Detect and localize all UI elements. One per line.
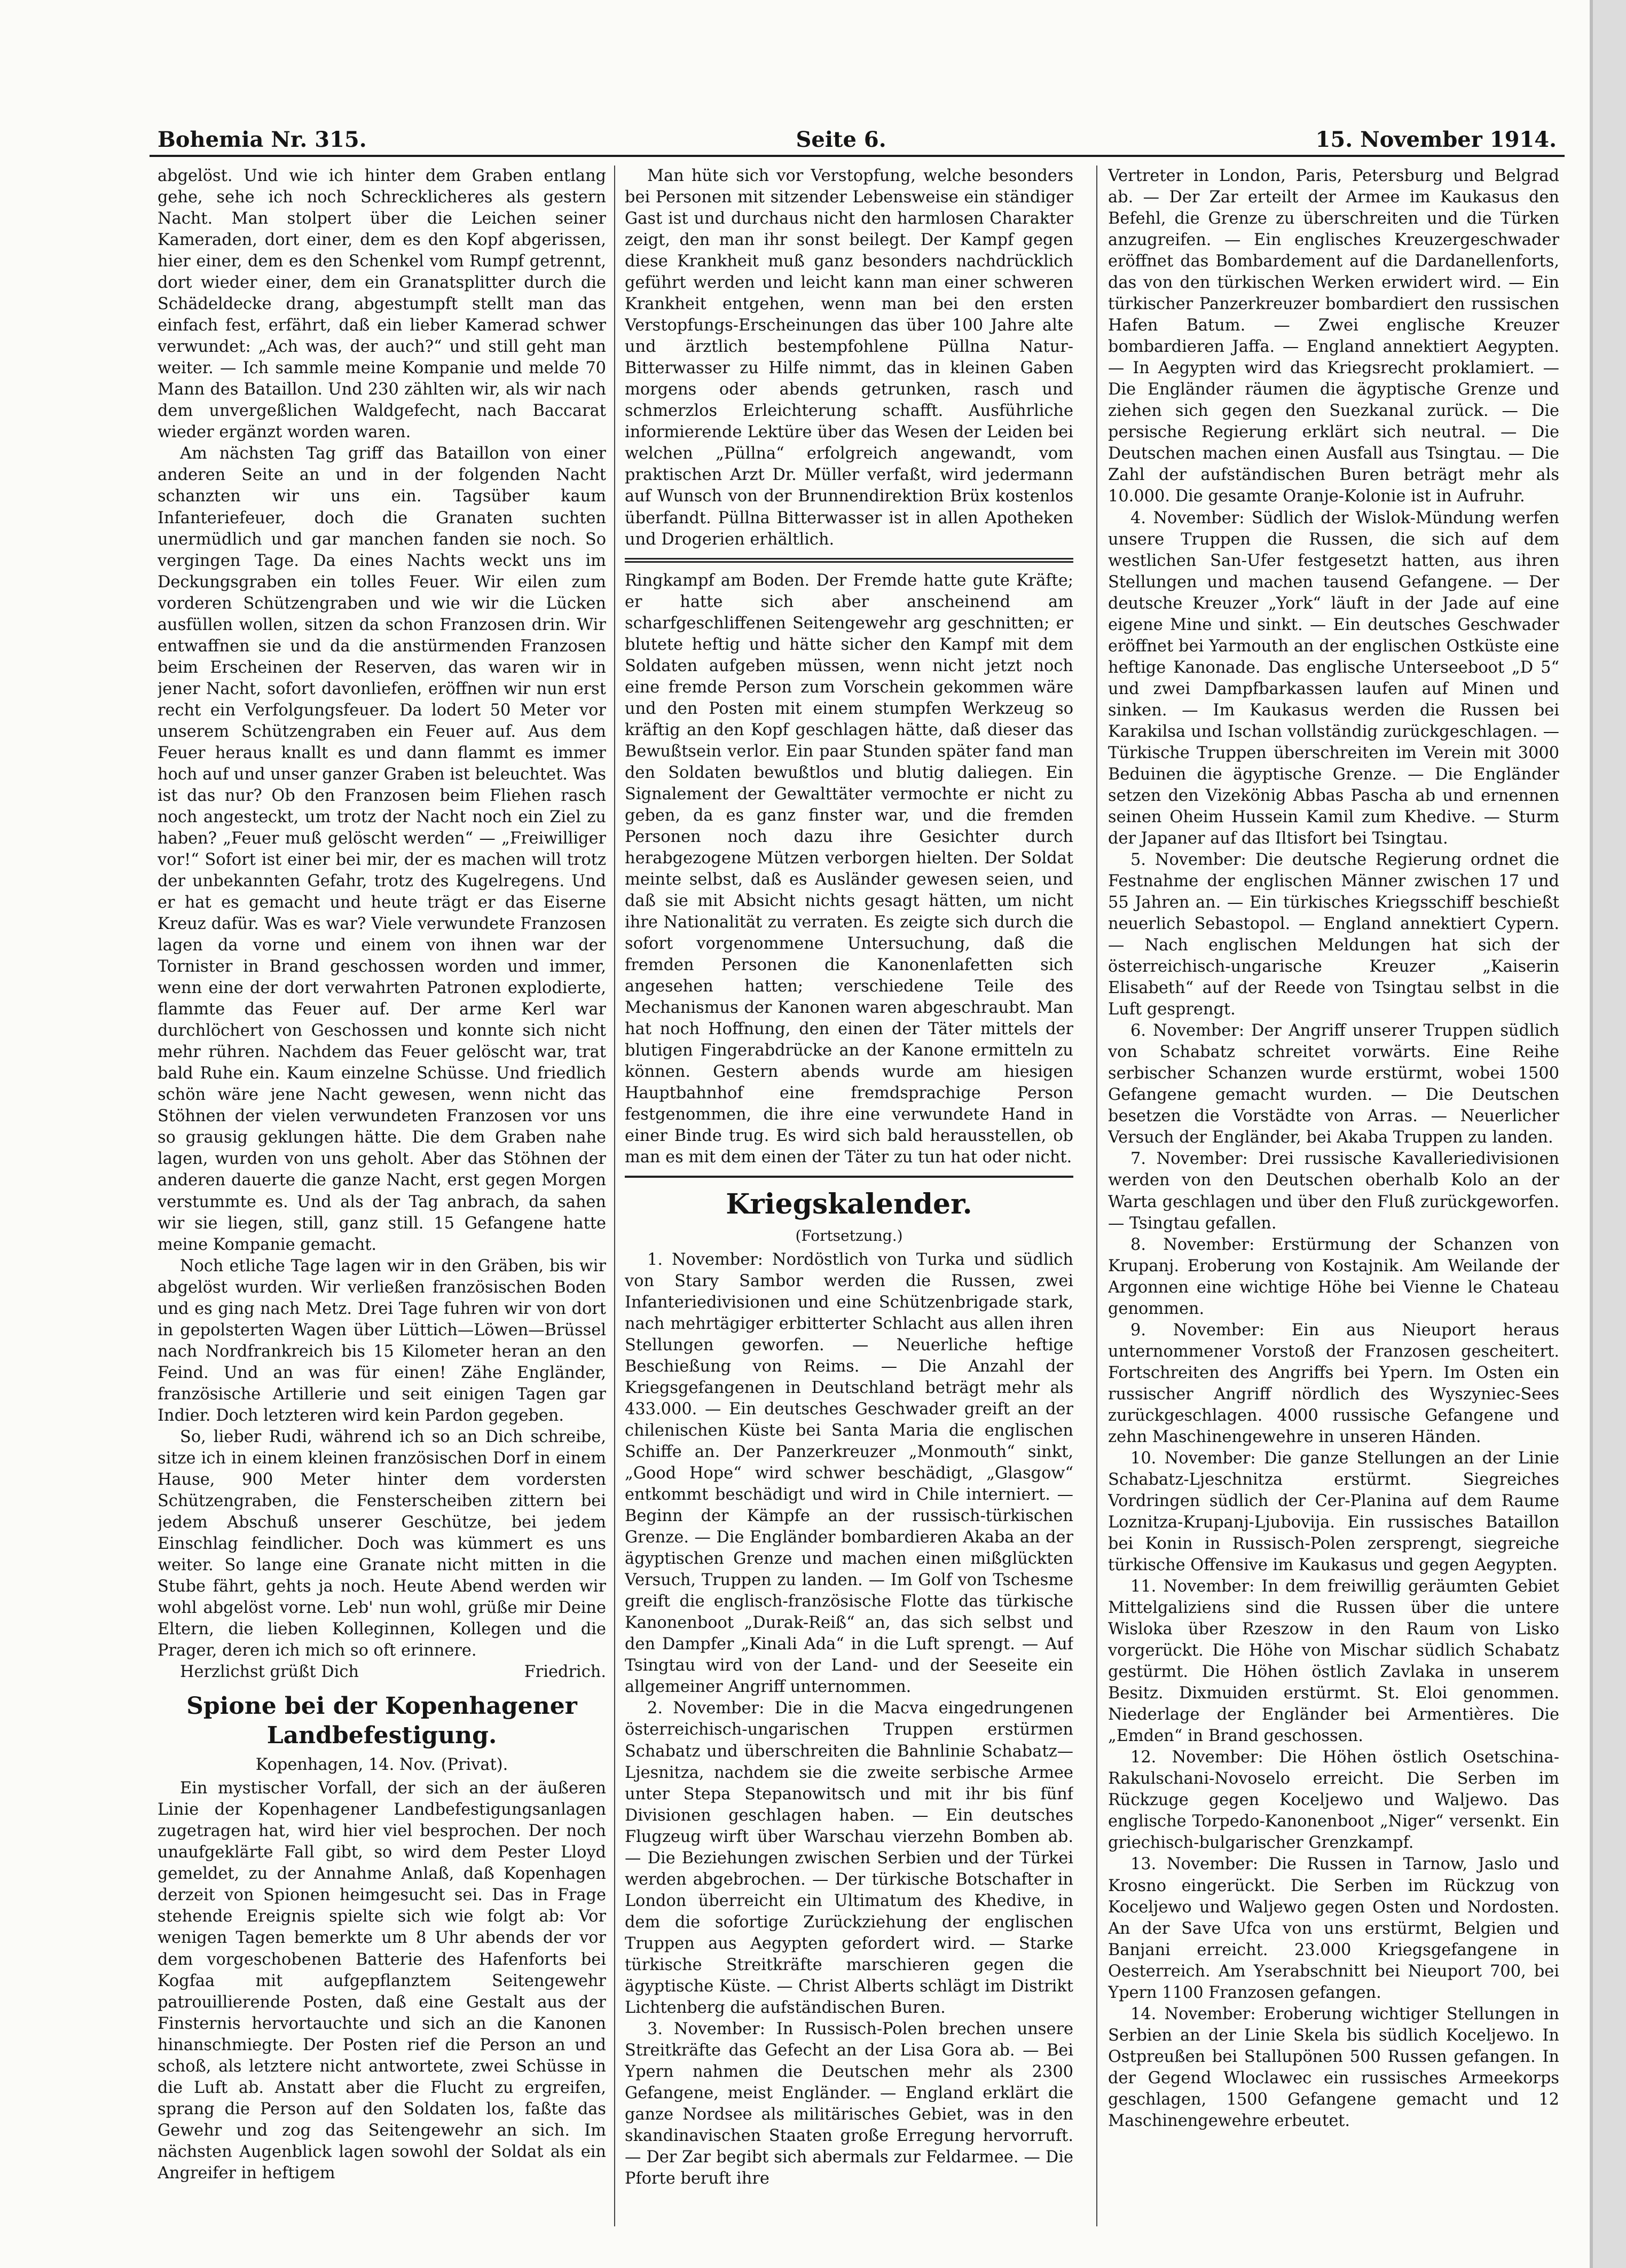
signature-name: Friedrich. <box>524 1663 606 1682</box>
header-issue: Bohemia Nr. 315. <box>158 127 367 152</box>
article-continuation: Ringkampf am Boden. Der Fremde hatte gute Kräfte; er hatte sich aber anscheinend am scharfgeschliffenen Seitengewehr arg geschnitten; er blutete heftig und hätte sicher den Kampf mit dem Soldaten aufgeben müssen, wenn nicht jetzt noch eine fremde Person zum Vorschein gekommen wäre und den Posten mit einem stumpfen Werkzeug so kräftig an den Kopf geschlagen hätte, daß dieser das Bewußtsein verlor. Ein paar Stunden später fand man den Soldaten bewußtlos und blutig daliegen. Ein Signalement der Gewalttäter vermochte er nicht zu geben, da es ganz finster war, und die fremden Personen noch dazu ihre Gesichter durch herabgezogene Mützen verborgen hielten. Der Soldat meinte selbst, daß es Ausländer gewesen seien, und daß sie mit Absicht nichts gesagt hätten, um nicht ihre Nationalität zu verraten. Es zeigte sich durch die sofort vorgenommene Untersuchung, daß die fremden Personen die Kanonenlafetten sich angesehen hatten; verschiedene Teile des Mechanismus der Kanonen waren abgeschraubt. Man hat noch Hoffnung, den einen der Täter mittels der blutigen Fingerabdrücke an der Kanone ermitteln zu können. Gestern abends wurde am hiesigen Hauptbahnhof eine fremdsprachige Person festgenommen, die ihre eine verwundete Hand in einer Binde trug. Es wird sich bald herausstellen, ob man es mit dem einen der Täter zu tun hat oder nicht. <box>625 571 1073 1167</box>
letter-paragraph: So, lieber Rudi, während ich so an Dich schreibe, sitze ich in einem kleinen französischen Dorf in einem Hause, 900 Meter hinter dem vordersten Schützengraben, die Fensterscheiben zittern bei jedem Abschuß unserer Geschütze, bei jedem Einschlag feindlicher. Doch was kümmert es uns weiter. So lange eine Granate nicht mitten in die Stube fährt, gehts ja noch. Heute Abend werden wir wohl abgelöst vorne. Leb' nun wohl, grüße mir Deine Eltern, die lieben Kolleginnen, Kollegen und die Prager, deren ich mich so oft erinnere. <box>158 1427 606 1660</box>
calendar-entry: 3. November: In Russisch-Polen brechen unsere Streitkräfte das Gefecht an der Lisa Gora ab. — Bei Ypern nahmen die Deutschen mehr als 2300 Gefangene, meist Engländer. — England erklärt die ganze Nordsee als militärisches Gebiet, was in den skandinavischen Staaten große Erregung hervorruft. — Der Zar begibt sich abermals zur Feldarmee. — Die Pforte beruft ihre <box>625 2019 1073 2188</box>
calendar-entry: 1. November: Nordöstlich von Turka und südlich von Stary Sambor werden die Russen, zwei Infanteriedivisionen und eine Schützenbrigade stark, nach mehrtägiger erbitterter Schlacht aus allen ihren Stellungen geworfen. — Neuerliche heftige Beschießung von Reims. — Die Anzahl der Kriegsgefangenen in Deutschland beträgt mehr als 433.000. — Ein deutsches Geschwader greift an der chilenischen Küste bei Santa Maria die englischen Schiffe an. Der Panzerkreuzer „Monmouth“ sinkt, „Good Hope“ wird schwer beschädigt, „Glasgow“ entkommt beschädigt und wird in Chile interniert. — Beginn der Kämpfe an der russisch-türkischen Grenze. — Die Engländer bombardieren Akaba an der ägyptischen Grenze und machen einen mißglückten Versuch, Truppen zu landen. — Im Golf von Tschesme greift die englisch-französische Flotte das türkische Kanonenboot „Durak-Reiß“ an, das sich selbst und den Dampfer „Kinali Ada“ in die Luft sprengt. — Auf Tsingtau wird von der Land- und der Seeseite ein allgemeiner Angriff unternommen. <box>625 1250 1073 1697</box>
calendar-entry: 11. November: In dem freiwillig geräumten Gebiet Mittelgaliziens sind die Russen über die untere Wisloka über Rzeszow in den Raum von Lisko vorgerückt. Die Höhe von Mischar südlich Schabatz gestürmt. Die Höhen östlich Zavlaka in unserem Besitz. Dixmuiden erstürmt. St. Eloi genommen. Niederlage der Engländer bei Armentières. Die „Emden“ in Brand geschossen. <box>1108 1577 1559 1746</box>
calendar-entry: 8. November: Erstürmung der Schanzen von Krupanj. Eroberung von Kostajnik. Am Weilande der Argonnen eine wichtige Höhe bei Vienne le Chateau genommen. <box>1108 1235 1559 1318</box>
letter-paragraph: Noch etliche Tage lagen wir in den Gräben, bis wir abgelöst wurden. Wir verließen französischen Boden und es ging nach Metz. Drei Tage fuhren wir von dort in gepolsterten Wagen über Lüttich—Löwen—Brüssel nach Nordfrankreich bis 15 Kilometer heran an den Feind. Und an was für einen! Zähe Engländer, französische Artillerie und seit einigen Tagen gar Indier. Doch letzteren wird kein Pardon gegeben. <box>158 1256 606 1425</box>
section-heading: Kriegskalender. <box>726 1188 972 1221</box>
column-divider <box>1096 166 1097 2226</box>
column-1 <box>158 166 606 2237</box>
header-page-number: Seite 6. <box>796 127 886 152</box>
advertisement: Man hüte sich vor Verstopfung, welche besonders bei Personen mit sitzender Lebensweise ein ständiger Gast ist und durchaus nicht den harmlosen Charakter zeigt, den man ihr sonst beilegt. Der Kampf gegen diese Krankheit muß ganz besonders nachdrücklich geführt werden und leicht kann man einer schweren Krankheit entgehen, wenn man bei den ersten Verstopfungs-Erscheinungen das über 100 Jahre alte und ärztlich bestempfohlene Püllna Natur-Bitterwasser zu Hilfe nimmt, das in kleinen Gaben morgens oder abends getrunken, rasch und schmerzlos Erleichterung schafft. Ausführliche informierende Lektüre über das Wesen der Leiden bei welchen „Püllna“ erfolgreich angewandt, vom praktischen Arzt Dr. Müller verfaßt, wird jedermann auf Wunsch von der Brunnendirektion Brüx kostenlos überfandt. Püllna Bitterwasser ist in allen Apotheken und Drogerien erhältlich. <box>625 167 1073 549</box>
article-body: Ein mystischer Vorfall, der sich an der äußeren Linie der Kopenhagener Landbefestigungsanlagen zugetragen hat, wird hier viel besprochen. Der noch unaufgeklärte Fall gibt, so wird dem Pester Lloyd gemeldet, zu der Annahme Anlaß, daß Kopenhagen derzeit von Spionen heimgesucht sei. Das in Frage stehende Ereignis spielte sich wie folgt ab: Vor wenigen Tagen bemerkte um 8 Uhr abends der vor dem vorgeschobenen Batterie des Hafenforts bei Kogfaa mit aufgepflanztem Seitengewehr patrouillierende Posten, daß eine Gestalt aus der Finsternis hervortauchte und sich an die Kanonen hinanschmiegte. Der Posten rief die Person an und schoß, als letztere nicht antwortete, zwei Schüsse in die Luft ab. Anstatt aber die Flucht zu ergreifen, sprang die Person auf den Soldaten los, faßte das Gewehr und zog das Seitengewehr an sich. Im nächsten Augenblick lagen sowohl der Soldat als ein Angreifer in heftigem <box>158 1779 606 2183</box>
section-rule <box>625 1176 1073 1178</box>
binding-edge <box>1590 0 1626 2268</box>
signature-greeting: Herzlichst grüßt Dich <box>180 1663 359 1682</box>
calendar-entry: 7. November: Drei russische Kavalleriedivisionen werden von den Deutschen oberhalb Kolo an der Warta geschlagen und über den Fluß zurückgeworfen. — Tsingtau gefallen. <box>1108 1149 1559 1233</box>
letter-paragraph: Am nächsten Tag griff das Bataillon von einer anderen Seite an und in der folgenden Nacht schanzten wir uns ein. Tagsüber kaum Infanteriefeuer, doch die Granaten suchten unermüdlich und gar manchen fanden sie noch. So vergingen Tage. Da eines Nachts weckt uns im Deckungsgraben ein tolles Feuer. Wir eilen zum vorderen Schützengraben und wie wir die Lücken ausfüllen wollen, sitzen da schon Franzosen drin. Wir entwaffnen sie und da die anstürmenden Franzosen beim Erscheinen der Reserven, das waren wir in jener Nacht, sofort davonliefen, eröffnen wir nun erst recht ein Verfolgungsfeuer. Da lodert 50 Meter vor unserem Schützengraben ein Feuer auf. Aus dem Feuer heraus knallt es und dann flammt es immer hoch auf und unser ganzer Graben ist beleuchtet. Was ist das nur? Ob den Franzosen beim Fliehen rasch noch angesteckt, um trotz der Nacht noch ein Ziel zu haben? „Feuer muß gelöscht werden“ — „Freiwilliger vor!“ Sofort ist einer bei mir, der es machen will trotz der unbekannten Gefahr, trotz des Kugelregens. Und er hat es gemacht und heute trägt er das Eiserne Kreuz dafür. Was es war? Viele verwundete Franzosen lagen da vorne und einem von ihnen war der Tornister in Brand geschossen worden und immer, wenn eine der dort verwahrten Patronen explodierte, flammte das Feuer auf. Der arme Kerl war durchlöchert von Geschossen und konnte sich nicht mehr rühren. Nachdem das Feuer gelöscht war, trat bald Ruhe ein. Kaum einzelne Schüsse. Und friedlich schön wäre jene Nacht gewesen, wenn nicht das Stöhnen der vielen verwundeten Franzosen vor uns so grausig geklungen hätte. Die dem Graben nahe lagen, wurden von uns geholt. Aber das Stöhnen der anderen dauerte die ganze Nacht, erst gegen Morgen verstummte es. Und als der Tag anbrach, da sahen wir sie liegen, still, ganz still. 15 Gefangene hatte meine Kompanie gemacht. <box>158 444 606 1254</box>
header-date: 15. November 1914. <box>1315 127 1557 152</box>
calendar-entry: 5. November: Die deutsche Regierung ordnet die Festnahme der englischen Männer zwischen 17 und 55 Jahren an. — Ein türkisches Kriegsschiff beschießt neuerlich Sebastopol. — England annektiert Cypern. — Nach englischen Meldungen hat sich der österreichisch-ungarische Kreuzer „Kaiserin Elisabeth“ auf der Reede von Tsingtau selbst in die Luft gesprengt. <box>1108 850 1559 1019</box>
column-3 <box>1108 166 1559 2237</box>
page-header <box>158 115 1557 152</box>
calendar-entry: 6. November: Der Angriff unserer Truppen südlich von Schabatz schreitet vorwärts. Eine Reihe serbischer Schanzen wurde erstürmt, wobei 1500 Gefangene gemacht wurden. — Die Deutschen besetzen die Vorstädte von Arras. — Neuerlicher Versuch der Engländer, bei Akaba Truppen zu landen. <box>1108 1021 1559 1147</box>
section-rule <box>625 558 1073 563</box>
section-subheading: (Fortsetzung.) <box>795 1226 903 1245</box>
letter-paragraph: abgelöst. Und wie ich hinter dem Graben entlang gehe, sehe ich noch Schrecklicheres als gestern Nacht. Man stolpert über die Leichen seiner Kameraden, dort einer, dem es den Kopf abgerissen, hier einer, dem es den Schenkel vom Rumpf getrennt, dort wieder einer, dem ein Granatsplitter durch die Schädeldecke drang, abgestumpft stellt man das einfach fest, erfährt, daß ein lieber Kamerad schwer verwundet: „Ach was, der auch?“ und still geht man weiter. — Ich sammle meine Kompanie und melde 70 Mann des Bataillon. Und 230 zählten wir, als wir nach dem unvergeßlichen Waldgefecht, nach Baccarat wieder ergänzt worden waren. <box>158 167 606 442</box>
letter-signature <box>158 1661 606 1683</box>
calendar-entry: 13. November: Die Russen in Tarnow, Jaslo und Krosno eingerückt. Die Serben im Rückzug von Koceljewo und Waljewo gegen Osten und Nordosten. An der Save Ufca von uns erstürmt, Belgien und Banjani erreicht. 23.000 Kriegsgefangene in Oesterreich. Am Yserabschnitt bei Nieuport 700, bei Ypern 1100 Franzosen gefangen. <box>1108 1855 1559 2002</box>
column-divider <box>614 166 615 2226</box>
article-dateline: Kopenhagen, 14. Nov. (Privat). <box>255 1755 508 1775</box>
calendar-entry: 12. November: Die Höhen östlich Osetschina-Rakulschani-Novoselo erreicht. Die Serben im Rückzuge gegen Koceljewo und Waljewo. Das englische Torpedo-Kanonenboot „Niger“ versenkt. Ein griechisch-bulgarischer Grenzkampf. <box>1108 1748 1559 1853</box>
calendar-entry: 2. November: Die in die Macva eingedrungenen österreichisch-ungarischen Truppen erstürmen Schabatz und überschreiten die Bahnlinie Schabatz—Ljesnitza, nachdem sie die zweite serbische Armee unter Stepa Stepanowitsch und mit ihr bis fünf Divisionen geschlagen haben. — Ein deutsches Flugzeug wirft über Warschau vierzehn Bomben ab. — Die Beziehungen zwischen Serbien und der Türkei werden abgebrochen. — Der türkische Botschafter in London überreicht ein Ultimatum des Khedive, in dem die sofortige Zurückziehung der englischen Truppen aus Aegypten gefordert wird. — Starke türkische Streitkräfte marschieren gegen die ägyptische Küste. — Christ Alberts schlägt im Distrikt Lichtenberg die aufständischen Buren. <box>625 1699 1073 2017</box>
calendar-entry: 9. November: Ein aus Nieuport heraus unternommener Vorstoß der Franzosen gescheitert. Fortschreiten des Angriffs bei Ypern. Im Osten ein russischer Angriff nördlich des Wyszyniec-Sees zurückgeschlagen. 4000 russische Gefangene und zehn Maschinengewehre in unseren Händen. <box>1108 1320 1559 1446</box>
column-2 <box>625 166 1073 2237</box>
calendar-entry: 14. November: Eroberung wichtiger Stellungen in Serbien an der Linie Skela bis südlich Koceljewo. In Ostpreußen bei Stallupönen 500 Russen gefangen. In der Gegend Wloclawec ein russisches Armeekorps geschlagen, 1500 Gefangene gemacht und 12 Maschinengewehre erbeutet. <box>1108 2004 1559 2130</box>
header-rule <box>150 155 1565 157</box>
calendar-entry: Vertreter in London, Paris, Petersburg und Belgrad ab. — Der Zar erteilt der Armee im Kaukasus den Befehl, die Grenze zu überschreiten und die Türken anzugreifen. — Ein englisches Kreuzergeschwader eröffnet das Bombardement auf die Dardanellenforts, das von den türkischen Werken erwidert wird. — Ein türkischer Panzerkreuzer bombardiert den russischen Hafen Batum. — Zwei englische Kreuzer bombardieren Jaffa. — England annektiert Aegypten. — In Aegypten wird das Kriegsrecht proklamiert. — Die Engländer räumen die ägyptische Grenze und ziehen sich gegen den Suezkanal zurück. — Die persische Regierung erklärt sich neutral. — Die Deutschen machen einen Ausfall aus Tsingtau. — Die Zahl der aufständischen Buren beträgt mehr als 10.000. Die gesamte Oranje-Kolonie ist in Aufruhr. <box>1108 167 1559 506</box>
article-headline: Spione bei der Kopenhagener Landbefestigung. <box>186 1692 577 1750</box>
calendar-entry: 4. November: Südlich der Wislok-Mündung werfen unsere Truppen die Russen, die sich auf dem westlichen San-Ufer festgesetzt hatten, aus ihren Stellungen und machen tausend Gefangene. — Der deutsche Kreuzer „York“ läuft in der Jade auf eine eigene Mine und sinkt. — Ein deutsches Geschwader eröffnet bei Yarmouth an der englischen Ostküste eine heftige Kanonade. Das englische Unterseeboot „D 5“ und zwei Dampfbarkassen laufen auf Minen und sinken. — Im Kaukasus werden die Russen bei Karakilsa und Ischan vollständig zurückgeschlagen. — Türkische Truppen überschreiten im Verein mit 3000 Beduinen die ägyptische Grenze. — Die Engländer setzen den Vizekönig Abbas Pascha ab und ernennen seinen Oheim Hussein Kamil zum Khedive. — Sturm der Japaner auf das Iltisfort bei Tsingtau. <box>1108 508 1559 848</box>
calendar-entry: 10. November: Die ganze Stellungen an der Linie Schabatz-Ljeschnitza erstürmt. Siegreiches Vordringen südlich der Cer-Planina auf dem Raume Loznitza-Krupanj-Ljubovija. Ein russisches Bataillon bei Konin in Russisch-Polen zersprengt, siegreiche türkische Offensive im Kaukasus und gegen Aegypten. <box>1108 1448 1559 1575</box>
